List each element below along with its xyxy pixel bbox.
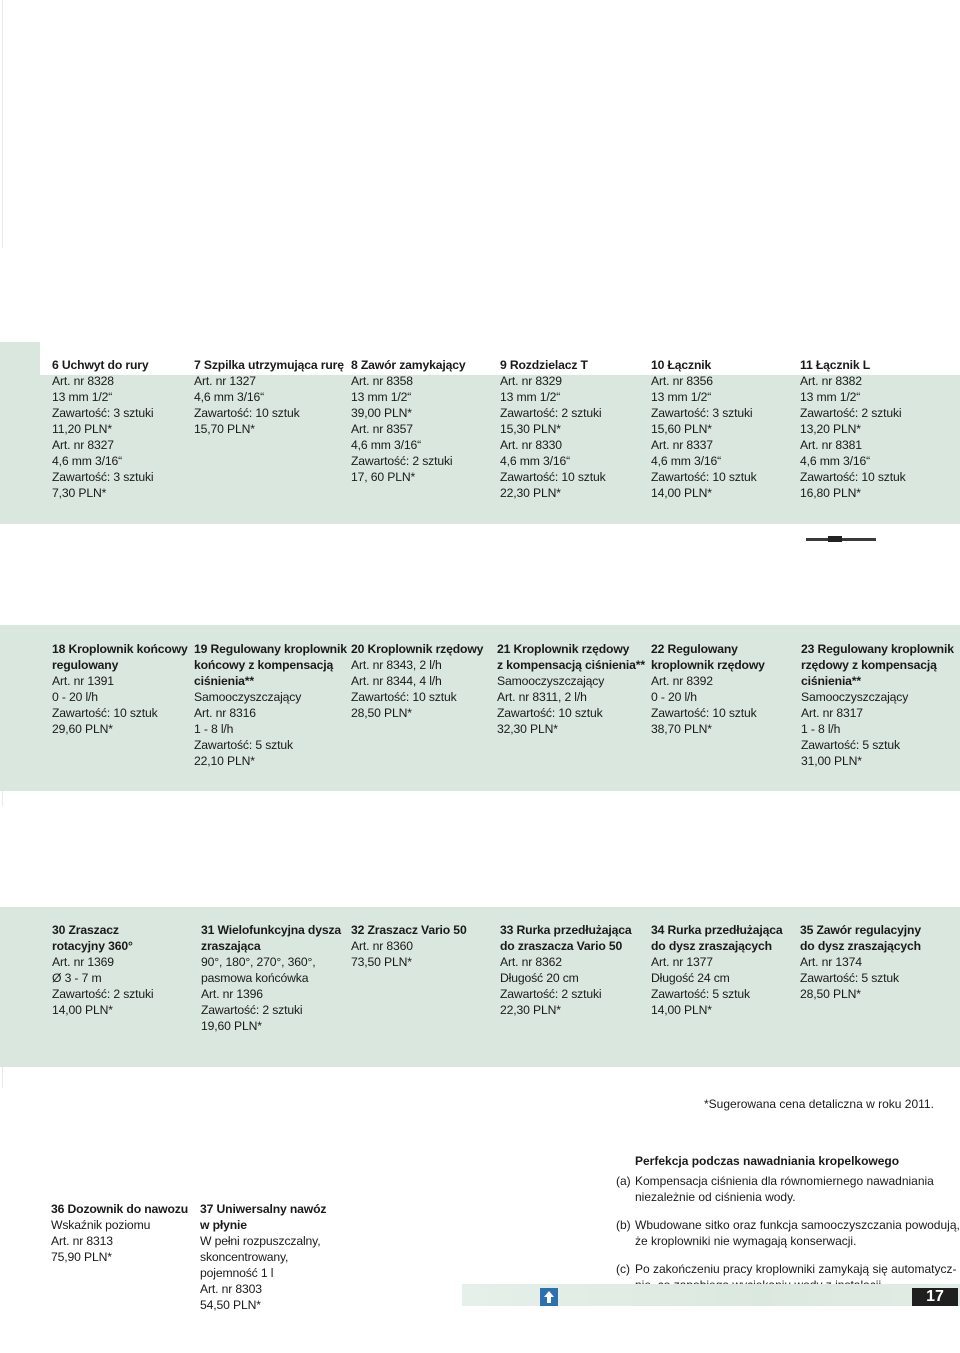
product-detail: Art. nr 1369 bbox=[52, 955, 114, 969]
product-detail: 1 - 8 l/h bbox=[194, 722, 234, 736]
product-detail: Art. nr 8381 bbox=[800, 438, 862, 452]
bottom-strip bbox=[462, 1284, 960, 1306]
product-detail: 14,00 PLN* bbox=[52, 1003, 113, 1017]
product-detail: Art. nr 8344, 4 l/h bbox=[351, 674, 442, 688]
product-detail: Art. nr 8382 bbox=[800, 374, 862, 388]
product-detail: Art. nr 8392 bbox=[651, 674, 713, 688]
product-detail: Samooczyszczający bbox=[497, 674, 605, 688]
perfection-item-mark: (b) bbox=[616, 1218, 631, 1232]
product-title: 32 Zraszacz Vario 50 bbox=[351, 923, 467, 937]
product-detail: Art. nr 8356 bbox=[651, 374, 713, 388]
product-detail: Art. nr 8328 bbox=[52, 374, 114, 388]
product-detail: Art. nr 1391 bbox=[52, 674, 114, 688]
product-title: 34 Rurka przedłużająca bbox=[651, 923, 783, 937]
product-title: rotacyjny 360° bbox=[52, 939, 133, 953]
product-detail: Art. nr 1327 bbox=[194, 374, 256, 388]
product-detail: Zawartość: 3 sztuki bbox=[52, 470, 154, 484]
product-detail: Art. nr 8327 bbox=[52, 438, 114, 452]
product-detail: Ø 3 - 7 m bbox=[52, 971, 102, 985]
product-entry bbox=[351, 641, 483, 721]
product-detail: Długość 20 cm bbox=[500, 971, 579, 985]
product-entry bbox=[351, 357, 466, 485]
product-detail: Zawartość: 2 sztuki bbox=[201, 1003, 303, 1017]
product-title: 36 Dozownik do nawozu bbox=[51, 1202, 189, 1216]
product-detail: 15,30 PLN* bbox=[500, 422, 561, 436]
product-detail: skoncentrowany, bbox=[200, 1250, 289, 1264]
product-detail: Zawartość: 5 sztuk bbox=[651, 987, 750, 1001]
product-detail: Zawartość: 3 sztuki bbox=[52, 406, 154, 420]
product-detail: Art. nr 8316 bbox=[194, 706, 256, 720]
product-title: 9 Rozdzielacz T bbox=[500, 358, 588, 372]
product-detail: Art. nr 8317 bbox=[801, 706, 863, 720]
product-detail: 13 mm 1/2“ bbox=[500, 390, 561, 404]
product-detail: Zawartość: 10 sztuk bbox=[351, 690, 457, 704]
product-detail: 13,20 PLN* bbox=[800, 422, 861, 436]
product-detail: 15,60 PLN* bbox=[651, 422, 712, 436]
product-title: regulowany bbox=[52, 658, 119, 672]
product-detail: 28,50 PLN* bbox=[351, 706, 412, 720]
product-entry bbox=[194, 357, 344, 437]
product-detail: Samooczyszczający bbox=[194, 690, 302, 704]
product-title: 37 Uniwersalny nawóz bbox=[200, 1202, 327, 1216]
product-detail: 19,60 PLN* bbox=[201, 1019, 262, 1033]
product-detail: 13 mm 1/2“ bbox=[800, 390, 861, 404]
product-detail: 4,6 mm 3/16“ bbox=[194, 390, 264, 404]
product-detail: Art. nr 8337 bbox=[651, 438, 713, 452]
product-title: rzędowy z kompensacją bbox=[801, 658, 937, 672]
product-entry bbox=[194, 641, 347, 769]
page-edge-line bbox=[2, 0, 3, 248]
perfection-item-mark: (a) bbox=[616, 1174, 631, 1188]
price-footnote: *Sugerowana cena detaliczna w roku 2011. bbox=[704, 1097, 934, 1111]
product-detail: Art. nr 1377 bbox=[651, 955, 713, 969]
product-detail: Samooczyszczający bbox=[801, 690, 909, 704]
product-detail: Zawartość: 2 sztuki bbox=[800, 406, 902, 420]
product-detail: Zawartość: 10 sztuk bbox=[497, 706, 603, 720]
product-entry bbox=[51, 1201, 188, 1265]
product-detail: Art. nr 1374 bbox=[800, 955, 862, 969]
product-entry bbox=[651, 357, 757, 501]
product-detail: pasmowa końcówka bbox=[201, 971, 309, 985]
product-detail: Zawartość: 10 sztuk bbox=[651, 470, 757, 484]
product-entry bbox=[52, 922, 153, 1018]
product-detail: 16,80 PLN* bbox=[800, 486, 861, 500]
product-detail: Zawartość: 10 sztuk bbox=[194, 406, 300, 420]
product-detail: 22,30 PLN* bbox=[500, 1003, 561, 1017]
product-detail: Zawartość: 10 sztuk bbox=[800, 470, 906, 484]
perfection-item-line: niezależnie od ciśnienia wody. bbox=[635, 1190, 796, 1204]
product-detail: Zawartość: 10 sztuk bbox=[52, 706, 158, 720]
product-detail: Zawartość: 2 sztuki bbox=[52, 987, 154, 1001]
product-detail: Art. nr 8358 bbox=[351, 374, 413, 388]
perfection-item-mark: (c) bbox=[616, 1262, 630, 1276]
product-detail: 90°, 180°, 270°, 360°, bbox=[201, 955, 316, 969]
perfection-item-line: Wbudowane sitko oraz funkcja samooczyszczania powodują, bbox=[635, 1218, 960, 1232]
product-detail: 22,10 PLN* bbox=[194, 754, 255, 768]
product-detail: Art. nr 8303 bbox=[200, 1282, 262, 1296]
product-detail: 0 - 20 l/h bbox=[651, 690, 697, 704]
perfection-title: Perfekcja podczas nawadniania kropelkowego bbox=[635, 1154, 900, 1168]
product-title: 19 Regulowany kroplownik bbox=[194, 642, 347, 656]
product-title: 20 Kroplownik rzędowy bbox=[351, 642, 484, 656]
product-entry bbox=[651, 922, 783, 1018]
product-detail: 32,30 PLN* bbox=[497, 722, 558, 736]
product-entry bbox=[200, 1201, 326, 1313]
product-title: do dysz zraszających bbox=[651, 939, 772, 953]
product-detail: Zawartość: 5 sztuk bbox=[800, 971, 899, 985]
product-detail: 29,60 PLN* bbox=[52, 722, 113, 736]
page-number: 17 bbox=[912, 1288, 958, 1306]
product-detail: Art. nr 8360 bbox=[351, 939, 413, 953]
product-detail: 4,6 mm 3/16“ bbox=[651, 454, 721, 468]
perfection-item-line: Po zakończeniu pracy kroplowniki zamykają się automatycz- bbox=[635, 1262, 957, 1276]
page-edge-line bbox=[2, 790, 3, 806]
product-entry bbox=[500, 922, 632, 1018]
product-detail: 38,70 PLN* bbox=[651, 722, 712, 736]
product-title: do dysz zraszających bbox=[800, 939, 921, 953]
product-title: 10 Łącznik bbox=[651, 358, 712, 372]
product-entry bbox=[201, 922, 341, 1034]
product-detail: Art. nr 1396 bbox=[201, 987, 263, 1001]
product-title: kroplownik rzędowy bbox=[651, 658, 765, 672]
product-title: 35 Zawór regulacyjny bbox=[800, 923, 921, 937]
product-title: 22 Regulowany bbox=[651, 642, 738, 656]
product-title: końcowy z kompensacją bbox=[194, 658, 334, 672]
product-detail: 39,00 PLN* bbox=[351, 406, 412, 420]
product-title: 33 Rurka przedłużająca bbox=[500, 923, 632, 937]
product-entry bbox=[351, 922, 467, 970]
product-entry bbox=[52, 641, 188, 737]
product-detail: Zawartość: 2 sztuki bbox=[351, 454, 453, 468]
product-detail: Zawartość: 10 sztuk bbox=[651, 706, 757, 720]
product-detail: 73,50 PLN* bbox=[351, 955, 412, 969]
product-title: 21 Kroplownik rzędowy bbox=[497, 642, 630, 656]
product-detail: pojemność 1 l bbox=[200, 1266, 274, 1280]
product-title: z kompensacją ciśnienia** bbox=[497, 658, 645, 672]
product-title: do zraszacza Vario 50 bbox=[500, 939, 623, 953]
product-detail: Art. nr 8330 bbox=[500, 438, 562, 452]
product-detail: 54,50 PLN* bbox=[200, 1298, 261, 1312]
product-detail: 4,6 mm 3/16“ bbox=[800, 454, 870, 468]
product-title: 18 Kroplownik końcowy bbox=[52, 642, 188, 656]
product-title: 23 Regulowany kroplownik bbox=[801, 642, 954, 656]
product-detail: 31,00 PLN* bbox=[801, 754, 862, 768]
product-entry bbox=[651, 641, 765, 737]
product-detail: 13 mm 1/2“ bbox=[351, 390, 412, 404]
product-entry bbox=[801, 641, 954, 769]
product-detail: 14,00 PLN* bbox=[651, 486, 712, 500]
product-detail: Zawartość: 3 sztuki bbox=[651, 406, 753, 420]
product-detail: Zawartość: 10 sztuk bbox=[500, 470, 606, 484]
product-title: ciśnienia** bbox=[801, 674, 861, 688]
product-detail: 13 mm 1/2“ bbox=[651, 390, 712, 404]
page-edge-line bbox=[2, 1066, 3, 1088]
product-detail: Art. nr 8357 bbox=[351, 422, 413, 436]
product-detail: Art. nr 8311, 2 l/h bbox=[497, 690, 587, 704]
product-entry bbox=[800, 922, 921, 1002]
product-title: 8 Zawór zamykający bbox=[351, 358, 466, 372]
product-detail: 14,00 PLN* bbox=[651, 1003, 712, 1017]
product-title: 6 Uchwyt do rury bbox=[52, 358, 149, 372]
product-entry bbox=[497, 641, 645, 737]
product-entry bbox=[800, 357, 906, 501]
product-detail: Art. nr 8313 bbox=[51, 1234, 113, 1248]
product-detail: 17, 60 PLN* bbox=[351, 470, 416, 484]
product-title: 11 Łącznik L bbox=[800, 358, 871, 372]
perfection-item-text bbox=[635, 1217, 960, 1249]
product-detail: Art. nr 8329 bbox=[500, 374, 562, 388]
perfection-item-line: że kroplowniki nie wymagają konserwacji. bbox=[635, 1234, 857, 1248]
product-title: zraszająca bbox=[201, 939, 261, 953]
product-entry bbox=[500, 357, 606, 501]
product-detail: 0 - 20 l/h bbox=[52, 690, 98, 704]
product-detail: Art. nr 8343, 2 l/h bbox=[351, 658, 442, 672]
product-detail: Długość 24 cm bbox=[651, 971, 730, 985]
product-title: 7 Szpilka utrzymująca rurę bbox=[194, 358, 344, 372]
product-detail: Art. nr 8362 bbox=[500, 955, 562, 969]
perfection-item-text bbox=[635, 1173, 934, 1205]
product-detail: Zawartość: 2 sztuki bbox=[500, 406, 602, 420]
product-detail: 4,6 mm 3/16“ bbox=[500, 454, 570, 468]
product-title: ciśnienia** bbox=[194, 674, 254, 688]
product-title: 31 Wielofunkcyjna dysza bbox=[201, 923, 342, 937]
product-detail: Zawartość: 2 sztuki bbox=[500, 987, 602, 1001]
product-entry bbox=[52, 357, 153, 501]
arrow-up-icon bbox=[540, 1288, 558, 1306]
product-detail: 22,30 PLN* bbox=[500, 486, 561, 500]
product-title: w płynie bbox=[200, 1218, 247, 1232]
product-detail: 11,20 PLN* bbox=[52, 422, 112, 436]
product-title: 30 Zraszacz bbox=[52, 923, 119, 937]
product-detail: 4,6 mm 3/16“ bbox=[52, 454, 122, 468]
product-detail: Zawartość: 5 sztuk bbox=[801, 738, 900, 752]
product-detail: 75,90 PLN* bbox=[51, 1250, 112, 1264]
perfection-item-line: Kompensacja ciśnienia dla równomiernego nawadniania bbox=[635, 1174, 934, 1188]
product-detail: Zawartość: 5 sztuk bbox=[194, 738, 293, 752]
product-detail: W pełni rozpuszczalny, bbox=[200, 1234, 321, 1248]
product-detail: 15,70 PLN* bbox=[194, 422, 255, 436]
product-detail: 28,50 PLN* bbox=[800, 987, 861, 1001]
product-detail: 1 - 8 l/h bbox=[801, 722, 841, 736]
product-detail: 13 mm 1/2“ bbox=[52, 390, 113, 404]
product-image-fragment bbox=[806, 536, 876, 542]
product-detail: Wskaźnik poziomu bbox=[51, 1218, 151, 1232]
product-detail: 7,30 PLN* bbox=[52, 486, 107, 500]
product-detail: 4,6 mm 3/16“ bbox=[351, 438, 421, 452]
